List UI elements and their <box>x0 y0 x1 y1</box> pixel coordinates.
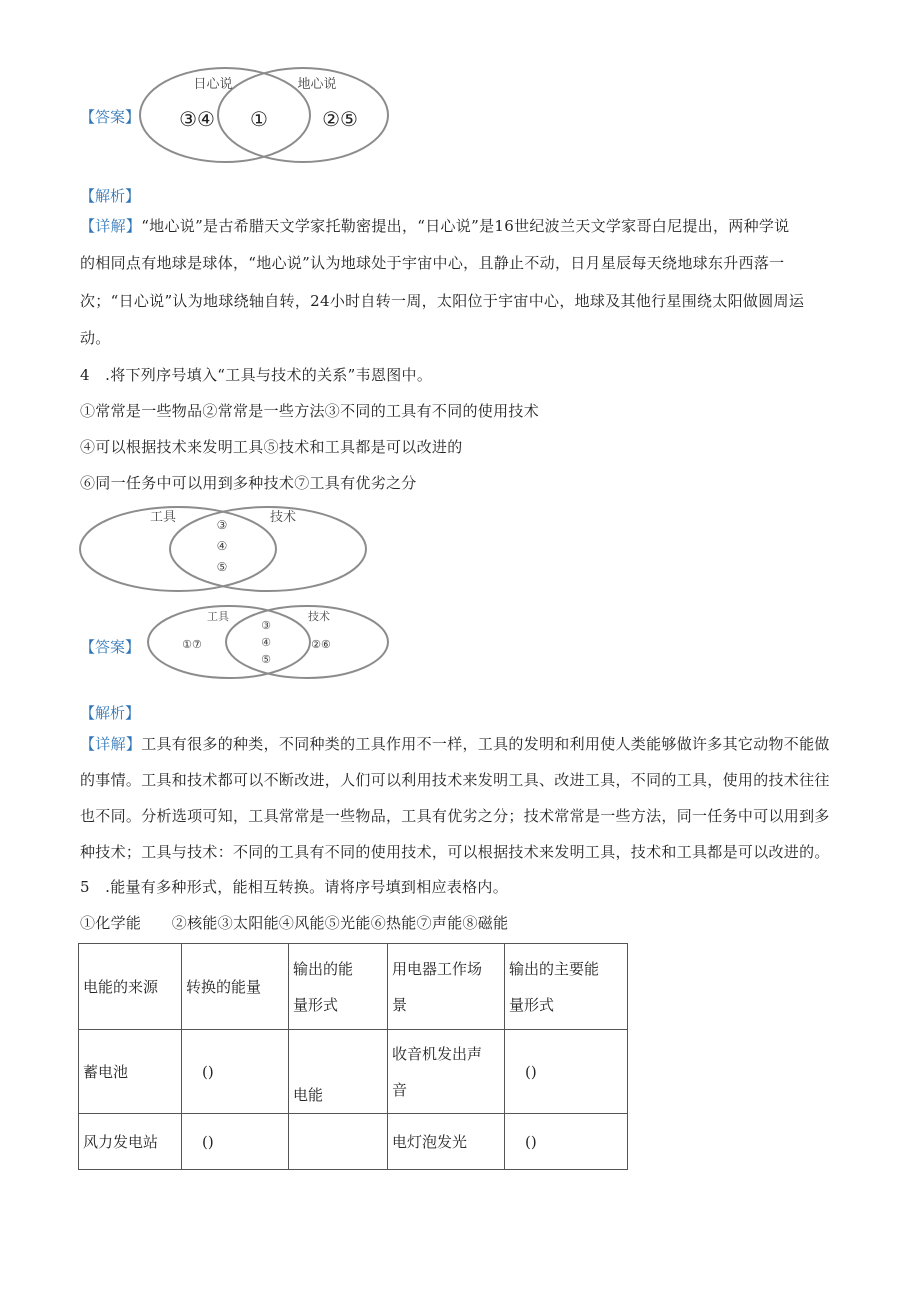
detail-line-4: 动。 <box>80 329 111 347</box>
table-cell: 收音机发出声 音 <box>388 1030 505 1114</box>
venn-right-label: 技术 <box>308 610 330 623</box>
venn-overlap-item: ⑤ <box>261 653 271 666</box>
table-row <box>79 1114 628 1170</box>
venn-diagram-heliocentric-geocentric <box>135 60 395 165</box>
question-4: 4 .将下列序号填入“工具与技术的关系”韦恩图中。 <box>80 366 433 384</box>
detail-line-1 <box>80 733 830 754</box>
energy-table <box>78 943 628 1170</box>
table-cell-blank[interactable]: () <box>182 1114 289 1170</box>
detail-line-3: 也不同。分析选项可知，工具常常是一些物品，工具有优劣之分；技术常常是一些方法，同一任务中可以用到多 <box>80 807 830 825</box>
venn-diagram-question <box>78 502 378 594</box>
venn-left-label: 日心说 <box>193 77 233 92</box>
answer-tag: 【答案】 <box>80 108 141 126</box>
detail-line-2: 的相同点有地球是球体，“地心说”认为地球处于宇宙中心，且静止不动，日月星辰每天绕地球东升西落一 <box>80 254 785 272</box>
detail-line-4: 种技术；工具与技术：不同的工具有不同的使用技术，可以根据技术来发明工具，技术和工具都是可以改进的。 <box>80 843 830 861</box>
q5-options: ①化学能 ②核能③太阳能④风能⑤光能⑥热能⑦声能⑧磁能 <box>80 914 509 932</box>
venn-overlap-item: ④ <box>216 539 228 553</box>
venn-right-circle <box>226 606 388 678</box>
table-header-cell: 用电器工作场 景 <box>388 944 505 1030</box>
venn-right-label: 技术 <box>269 510 297 525</box>
venn-diagram-answer <box>146 602 392 682</box>
table-cell-blank[interactable]: () <box>505 1114 628 1170</box>
venn-right-circle <box>170 507 366 591</box>
table-header-cell: 输出的能 量形式 <box>289 944 388 1030</box>
question-5: 5 .能量有多种形式，能相互转换。请将序号填到相应表格内。 <box>80 878 509 896</box>
table-cell: 风力发电站 <box>79 1114 182 1170</box>
venn-left-only: ①⑦ <box>182 638 202 651</box>
q4-options-line-3: ⑥同一任务中可以用到多种技术⑦工具有优劣之分 <box>80 474 417 492</box>
detail-text: “地心说”是古希腊天文学家托勒密提出，“日心说”是16世纪波兰天文学家哥白尼提出，两种学说 <box>141 217 790 235</box>
venn-overlap-item: ⑤ <box>216 560 228 574</box>
table-cell-blank[interactable]: () <box>505 1030 628 1114</box>
venn-overlap-item: ③ <box>216 518 228 532</box>
table-cell: 电灯泡发光 <box>388 1114 505 1170</box>
table-cell: 蓄电池 <box>79 1030 182 1114</box>
detail-line-1 <box>80 215 789 236</box>
venn-overlap: ① <box>250 107 268 131</box>
answer-tag: 【答案】 <box>80 638 141 656</box>
table-header-cell: 转换的能量 <box>182 944 289 1030</box>
table-cell <box>289 1114 388 1170</box>
venn-overlap-item: ③ <box>261 619 271 632</box>
detail-tag: 【详解】 <box>80 217 142 235</box>
table-cell: 电能 <box>289 1030 388 1114</box>
venn-right-only: ②⑥ <box>311 638 331 651</box>
venn-right-only: ②⑤ <box>322 107 358 131</box>
venn-right-label: 地心说 <box>297 77 337 92</box>
q4-options-line-2: ④可以根据技术来发明工具⑤技术和工具都是可以改进的 <box>80 438 463 456</box>
venn-left-label: 工具 <box>207 610 229 623</box>
venn-left-circle <box>80 507 276 591</box>
venn-left-label: 工具 <box>149 510 177 525</box>
venn-left-only: ③④ <box>179 107 215 131</box>
detail-line-3: 次；“日心说”认为地球绕轴自转，24小时自转一周，太阳位于宇宙中心，地球及其他行星围绕太阳做圆周运 <box>80 292 805 310</box>
detail-tag: 【详解】 <box>80 735 142 753</box>
detail-line-2: 的事情。工具和技术都可以不断改进，人们可以利用技术来发明工具、改进工具，不同的工具，使用的技术往往 <box>80 771 830 789</box>
table-header-row <box>79 944 628 1030</box>
q4-options-line-1: ①常常是一些物品②常常是一些方法③不同的工具有不同的使用技术 <box>80 402 540 420</box>
analysis-tag: 【解析】 <box>80 187 141 205</box>
analysis-tag: 【解析】 <box>80 704 141 722</box>
table-header-cell: 电能的来源 <box>79 944 182 1030</box>
venn-overlap-item: ④ <box>261 636 271 649</box>
table-cell-blank[interactable]: () <box>182 1030 289 1114</box>
venn-left-circle <box>148 606 310 678</box>
table-row <box>79 1030 628 1114</box>
table-header-cell: 输出的主要能 量形式 <box>505 944 628 1030</box>
detail-text: 工具有很多的种类，不同种类的工具作用不一样，工具的发明和利用使人类能够做许多其它动物不能做 <box>141 735 830 753</box>
